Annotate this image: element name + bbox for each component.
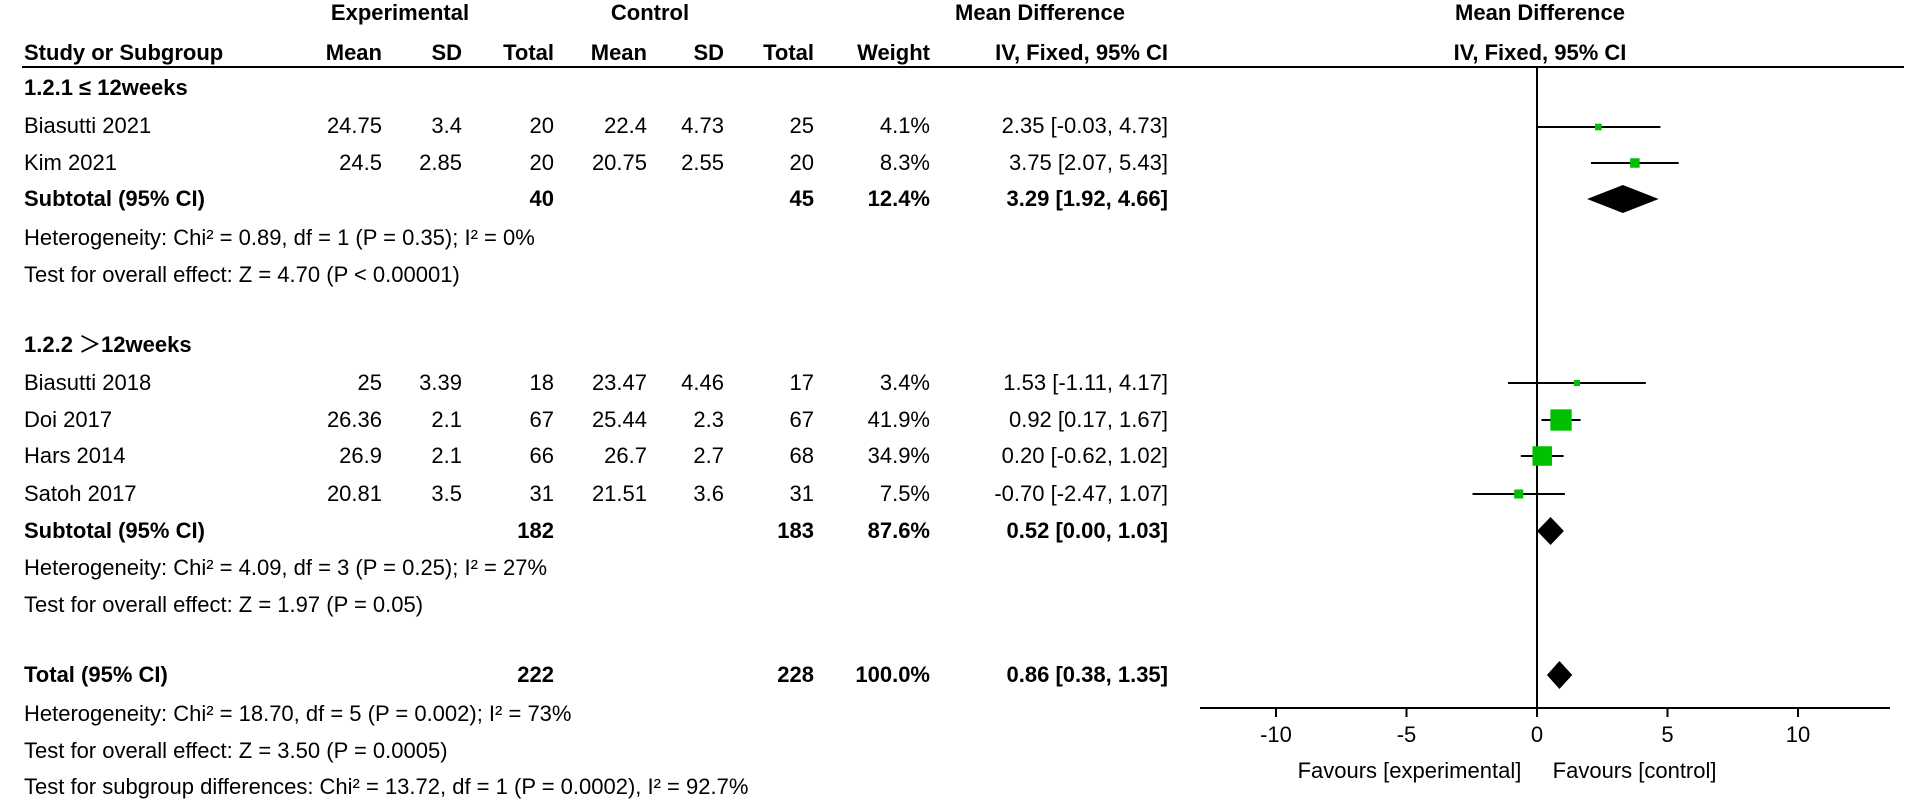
exp-total: 222 [517, 662, 554, 687]
weight: 7.5% [879, 481, 930, 506]
ctl-total: 68 [789, 443, 814, 468]
col-ctl-total: Total [763, 40, 814, 65]
study-point [1532, 446, 1551, 465]
x-tick-label: -5 [1396, 722, 1417, 747]
header-experimental: Experimental [330, 0, 470, 25]
total-diamond [1547, 661, 1572, 689]
weight: 8.3% [879, 150, 930, 175]
overall-effect-text: Test for overall effect: Z = 4.70 (P < 0.00001) [24, 262, 460, 287]
exp-sd: 2.1 [431, 443, 462, 468]
subtotal-diamond [1587, 185, 1659, 213]
exp-mean: 20.81 [326, 481, 382, 506]
col-exp-total: Total [503, 40, 554, 65]
x-tick-label: 10 [1785, 722, 1811, 747]
heterogeneity-text: Heterogeneity: Chi² = 0.89, df = 1 (P = 0.35); I² = 0% [24, 225, 535, 250]
exp-mean: 24.75 [326, 113, 382, 138]
ctl-sd: 4.46 [681, 370, 724, 395]
ctl-sd: 2.7 [693, 443, 724, 468]
study-name: Hars 2014 [24, 443, 126, 468]
study-point [1550, 409, 1571, 430]
col-exp-mean: Mean [325, 40, 382, 65]
exp-mean: 25 [357, 370, 382, 395]
exp-mean: 24.5 [339, 150, 382, 175]
ctl-sd: 4.73 [681, 113, 724, 138]
ctl-total: 20 [789, 150, 814, 175]
ci-text: 1.53 [-1.11, 4.17] [1003, 370, 1168, 395]
heterogeneity-text: Heterogeneity: Chi² = 4.09, df = 3 (P = 0.25); I² = 27% [24, 555, 548, 580]
weight: 87.6% [867, 518, 930, 543]
overall-effect-text: Test for overall effect: Z = 1.97 (P = 0.05) [24, 592, 424, 617]
ctl-total: 25 [789, 113, 814, 138]
group-label: 1.2.2 ＞12weeks [24, 332, 192, 357]
col-study: Study or Subgroup [24, 40, 224, 65]
study-point [1514, 489, 1523, 498]
ctl-mean: 26.7 [604, 443, 647, 468]
ci-text: 0.20 [-0.62, 1.02] [1001, 443, 1168, 468]
ctl-total: 31 [789, 481, 814, 506]
ci-text: 0.86 [0.38, 1.35] [1006, 662, 1168, 687]
study-name: Satoh 2017 [24, 481, 137, 506]
exp-mean: 26.36 [326, 407, 382, 432]
study-point [1595, 124, 1602, 131]
study-name: Doi 2017 [24, 407, 113, 432]
x-tick-label: -10 [1260, 722, 1292, 747]
exp-sd: 3.39 [419, 370, 462, 395]
exp-total: 67 [529, 407, 554, 432]
col-ci: IV, Fixed, 95% CI [995, 40, 1168, 65]
exp-sd: 3.4 [431, 113, 462, 138]
ci-text: 0.92 [0.17, 1.67] [1008, 407, 1168, 432]
favours-right-label: Favours [control] [1552, 758, 1717, 783]
weight: 41.9% [867, 407, 930, 432]
ctl-sd: 2.3 [693, 407, 724, 432]
ctl-mean: 22.4 [604, 113, 647, 138]
ctl-total: 183 [777, 518, 814, 543]
exp-total: 40 [529, 186, 554, 211]
exp-sd: 3.5 [431, 481, 462, 506]
weight: 12.4% [867, 186, 930, 211]
col-ctl-sd: SD [693, 40, 724, 65]
ctl-total: 45 [789, 186, 814, 211]
group-label: 1.2.1 ≤ 12weeks [24, 75, 188, 100]
x-tick-label: 5 [1661, 722, 1674, 747]
header-control: Control [610, 0, 690, 25]
heterogeneity-text: Heterogeneity: Chi² = 18.70, df = 5 (P = 0.002); I² = 73% [24, 701, 572, 726]
ctl-mean: 20.75 [591, 150, 647, 175]
favours-left-label: Favours [experimental] [1297, 758, 1522, 783]
study-name: Biasutti 2018 [24, 370, 152, 395]
ci-text: 0.52 [0.00, 1.03] [1006, 518, 1168, 543]
exp-sd: 2.85 [419, 150, 462, 175]
exp-total: 182 [517, 518, 554, 543]
exp-total: 66 [529, 443, 554, 468]
subtotal-label: Subtotal (95% CI) [24, 518, 205, 543]
exp-mean: 26.9 [339, 443, 382, 468]
weight: 100.0% [855, 662, 930, 687]
x-tick-label: 0 [1530, 722, 1544, 747]
subtotal-diamond [1537, 517, 1564, 545]
exp-sd: 2.1 [431, 407, 462, 432]
overall-effect-text: Test for overall effect: Z = 3.50 (P = 0.0005) [24, 738, 448, 763]
subgroup-differences-text: Test for subgroup differences: Chi² = 13.72, df = 1 (P = 0.0002), I² = 92.7% [24, 774, 749, 799]
total-label: Total (95% CI) [24, 662, 168, 687]
plot-title: Mean Difference [1455, 0, 1625, 25]
ctl-total: 67 [789, 407, 814, 432]
ctl-total: 228 [777, 662, 814, 687]
subtotal-label: Subtotal (95% CI) [24, 186, 205, 211]
weight: 34.9% [867, 443, 930, 468]
ctl-sd: 2.55 [681, 150, 724, 175]
ctl-mean: 25.44 [591, 407, 647, 432]
ctl-mean: 23.47 [591, 370, 647, 395]
col-exp-sd: SD [431, 40, 462, 65]
plot-subtitle: IV, Fixed, 95% CI [1453, 40, 1627, 65]
exp-total: 20 [529, 150, 554, 175]
ci-text: 3.75 [2.07, 5.43] [1008, 150, 1168, 175]
header-mean-difference: Mean Difference [955, 0, 1125, 25]
ctl-sd: 3.6 [693, 481, 724, 506]
ci-text: 3.29 [1.92, 4.66] [1006, 186, 1168, 211]
ctl-mean: 21.51 [591, 481, 647, 506]
exp-total: 18 [529, 370, 554, 395]
forest-plot [1180, 0, 1907, 800]
ctl-total: 17 [789, 370, 814, 395]
study-point [1574, 380, 1580, 386]
study-point [1630, 158, 1640, 168]
col-weight: Weight [857, 40, 930, 65]
exp-total: 20 [529, 113, 554, 138]
weight: 4.1% [879, 113, 930, 138]
study-name: Biasutti 2021 [24, 113, 152, 138]
exp-total: 31 [529, 481, 554, 506]
col-ctl-mean: Mean [590, 40, 647, 65]
weight: 3.4% [879, 370, 930, 395]
study-name: Kim 2021 [24, 150, 117, 175]
ci-text: 2.35 [-0.03, 4.73] [1001, 113, 1168, 138]
ci-text: -0.70 [-2.47, 1.07] [994, 481, 1168, 506]
